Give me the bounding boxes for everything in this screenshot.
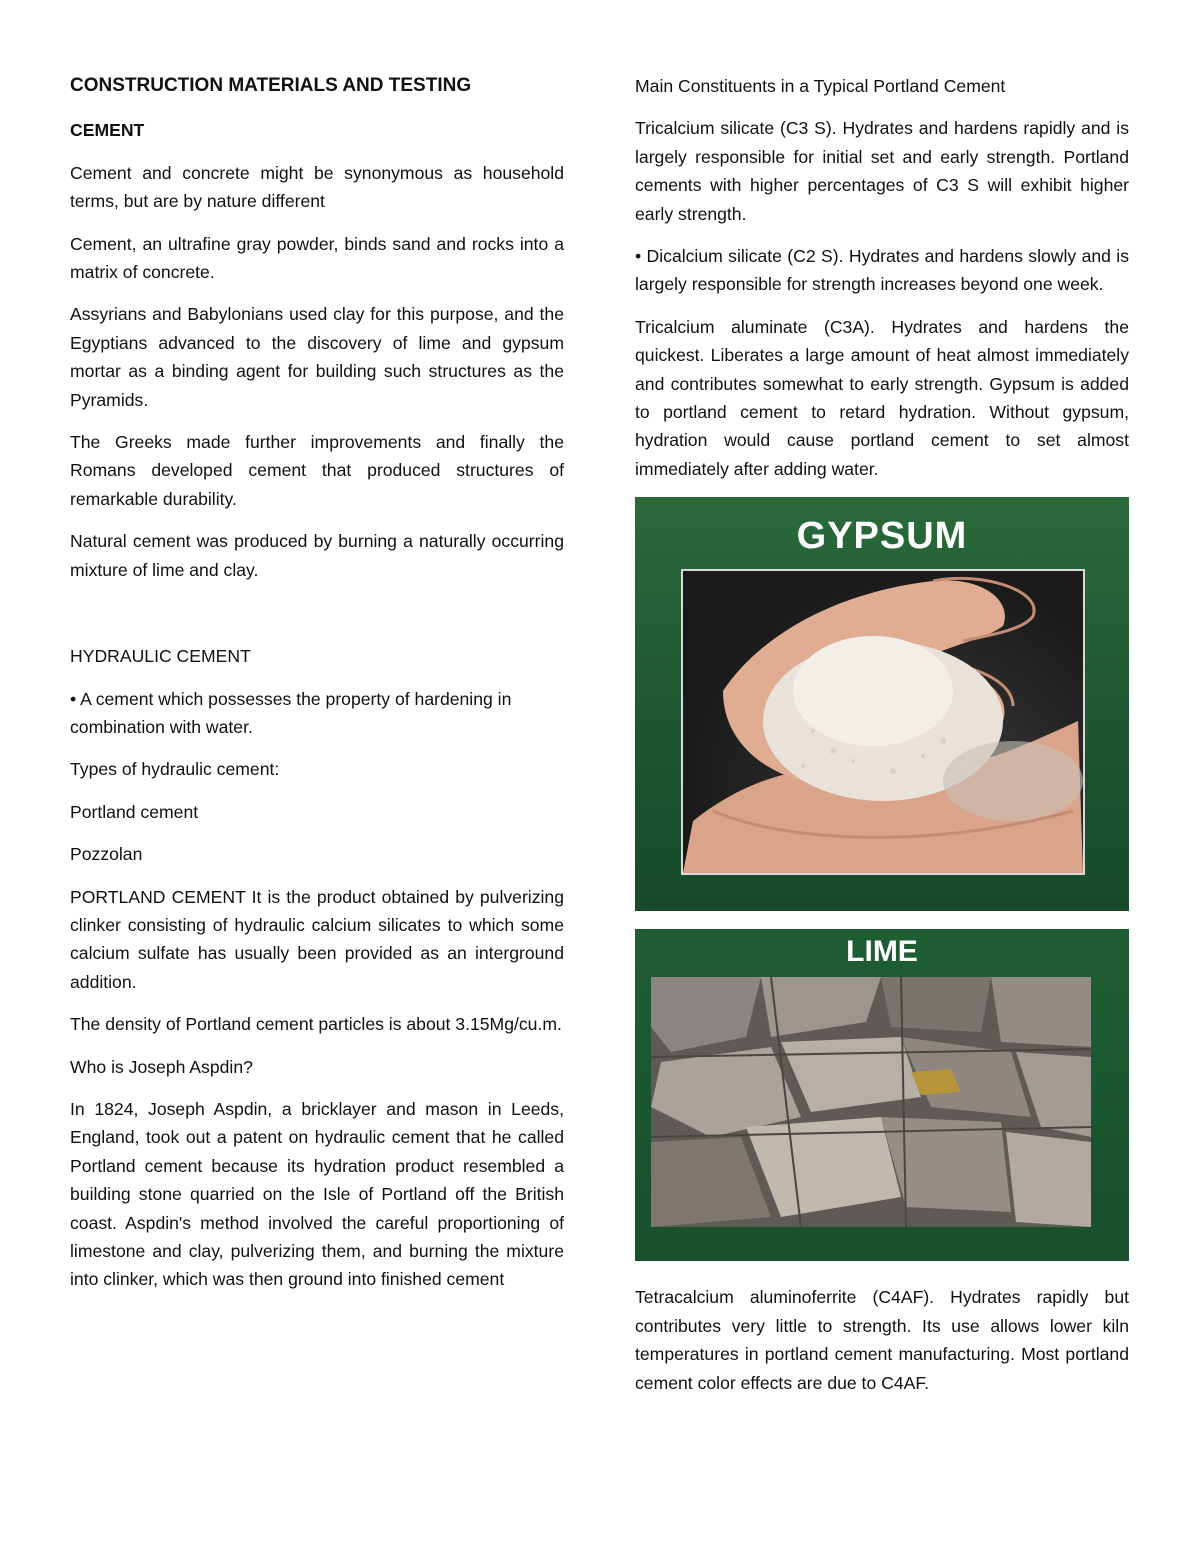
hydraulic-definition-bullet: • A cement which possesses the property of hardening in combination with water. — [70, 688, 512, 737]
density-paragraph: The density of Portland cement particles is about 3.15Mg/cu.m. — [70, 1014, 562, 1035]
c3s-paragraph: Tricalcium silicate (C3 S). Hydrates and hardens rapidly and is largely responsible for initial set and early strength. Portland cements with higher percentages of C3 S will exhibit higher early strength. — [635, 118, 1129, 224]
aspdin-paragraph: In 1824, Joseph Aspdin, a bricklayer and mason in Leeds, England, took out a patent on hydraulic cement that he called Portland cement because its hydration product resembled a building stone quarried on the Isle of Portland off the British coast. Aspdin's method involved the careful proportioning of limestone and clay, pulverizing them, and burning the mixture into clinker, which was then ground into finished cement — [70, 1098, 564, 1290]
right-column — [635, 72, 1129, 1411]
lime-image — [635, 929, 1129, 1261]
c2s-paragraph: • Dicalcium silicate (C2 S). Hydrates and hardens slowly and is largely responsible for strength increases beyond one week. — [635, 246, 1129, 295]
c3a-paragraph: Tricalcium aluminate (C3A). Hydrates and hardens the quickest. Liberates a large amount of heat almost immediately and contributes somewhat to early strength. Gypsum is added to portland cement to retard hydration. Without gypsum, hydration would cause portland cement to set almost immediately after adding water. — [635, 316, 1129, 479]
paragraph-cement-concrete: Cement and concrete might be synonymous as household terms, but are by nature different — [70, 162, 564, 212]
hydraulic-cement-heading: HYDRAULIC CEMENT — [70, 646, 251, 667]
constituents-heading: Main Constituents in a Typical Portland Cement — [635, 76, 1006, 96]
portland-cement-definition: PORTLAND CEMENT It is the product obtained by pulverizing clinker consisting of hydraulic calcium silicates to which some calcium sulfate has usually been provided as an interground addition. — [70, 886, 564, 992]
cement-heading: CEMENT — [70, 120, 145, 141]
left-column — [70, 72, 564, 1308]
c4af-paragraph: Tetracalcium aluminoferrite (C4AF). Hydrates rapidly but contributes very little to strength. Its use allows lower kiln temperatures in portland cement manufacturing. Most portland cement color effects are due to C4AF. — [635, 1287, 1129, 1393]
paragraph-assyrians: Assyrians and Babylonians used clay for this purpose, and the Egyptians advanced to the discovery of lime and gypsum mortar as a binding agent for building such structures as the Pyramids. — [70, 304, 564, 410]
paragraph-natural-cement: Natural cement was produced by burning a naturally occurring mixture of lime and clay. — [70, 531, 564, 580]
gypsum-photo — [681, 569, 1085, 875]
lime-label: LIME — [846, 935, 918, 969]
gypsum-label: GYPSUM — [796, 515, 968, 558]
lime-photo — [651, 977, 1091, 1227]
hands-with-powder-icon — [683, 571, 1083, 873]
gypsum-image — [635, 497, 1129, 911]
document-title: CONSTRUCTION MATERIALS AND TESTING — [70, 75, 472, 96]
lime-rocks-icon — [651, 977, 1091, 1227]
type-pozzolan: Pozzolan — [70, 844, 143, 865]
aspdin-question: Who is Joseph Aspdin? — [70, 1056, 253, 1077]
types-label: Types of hydraulic cement: — [70, 759, 280, 780]
paragraph-ultrafine-powder: Cement, an ultrafine gray powder, binds sand and rocks into a matrix of concrete. — [70, 233, 564, 283]
paragraph-greeks-romans: The Greeks made further improvements and finally the Romans developed cement that produced structures of remarkable durability. — [70, 432, 564, 509]
type-portland: Portland cement — [70, 801, 199, 822]
